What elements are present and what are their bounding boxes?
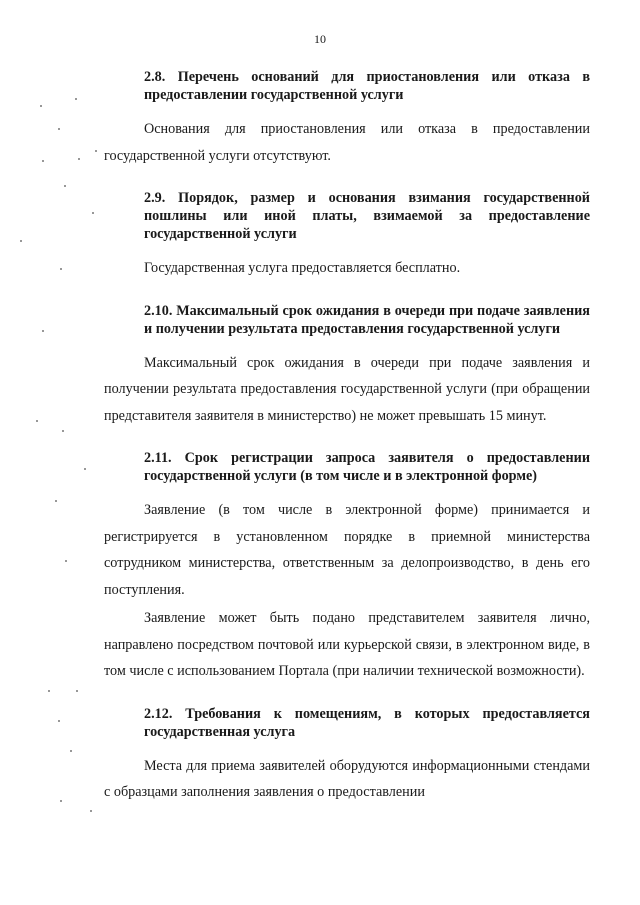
section-title: 2.12. Требования к помещениям, в которых предоставляется государственная услуга [144,705,590,740]
section-2-8 [104,68,590,169]
section-paragraph: Заявление (в том числе в электронной форме) принимается и регистрируется в установленном порядке в приемной министерства сотрудником министерства, ответственным за делопроизводство, в день его поступления. [104,502,590,598]
section-paragraph: Заявление может быть подано представителем заявителя лично, направлено посредством почтовой или курьерской связи, в электронном виде, в том числе с использованием Портала (при наличии технической возможности). [104,610,590,679]
section-paragraph: Места для приема заявителей оборудуются информационными стендами с образцами заполнения заявления о предоставлении [104,757,590,800]
section-2-12 [104,705,590,806]
section-title: 2.10. Максимальный срок ожидания в очереди при подаче заявления и получении результата предоставления государственной услуги [144,302,590,337]
page-number: 10 [314,32,326,46]
section-title: 2.11. Срок регистрации запроса заявителя о предоставлении государственной услуги (в том числе и в электронной форме) [144,450,590,484]
section-2-11 [104,449,590,685]
section-paragraph: Государственная услуга предоставляется бесплатно. [144,260,461,276]
section-paragraph: Основания для приостановления или отказа в предоставлении государственной услуги отсутствуют. [104,121,590,164]
section-2-10 [104,302,590,430]
document-body [104,68,590,806]
section-paragraph: Максимальный срок ожидания в очереди при подаче заявления и получении результата предоставления государственной услуги (при обращении представителя заявителя в министерство) не может превышать 15 минут. [104,354,590,424]
section-title: 2.9. Порядок, размер и основания взимания государственной пошлины или иной платы, взимаемой за предоставление государственной услуги [144,190,590,242]
section-2-9 [104,189,590,282]
section-title: 2.8. Перечень оснований для приостановления или отказа в предоставлении государственной услуги [144,69,590,103]
